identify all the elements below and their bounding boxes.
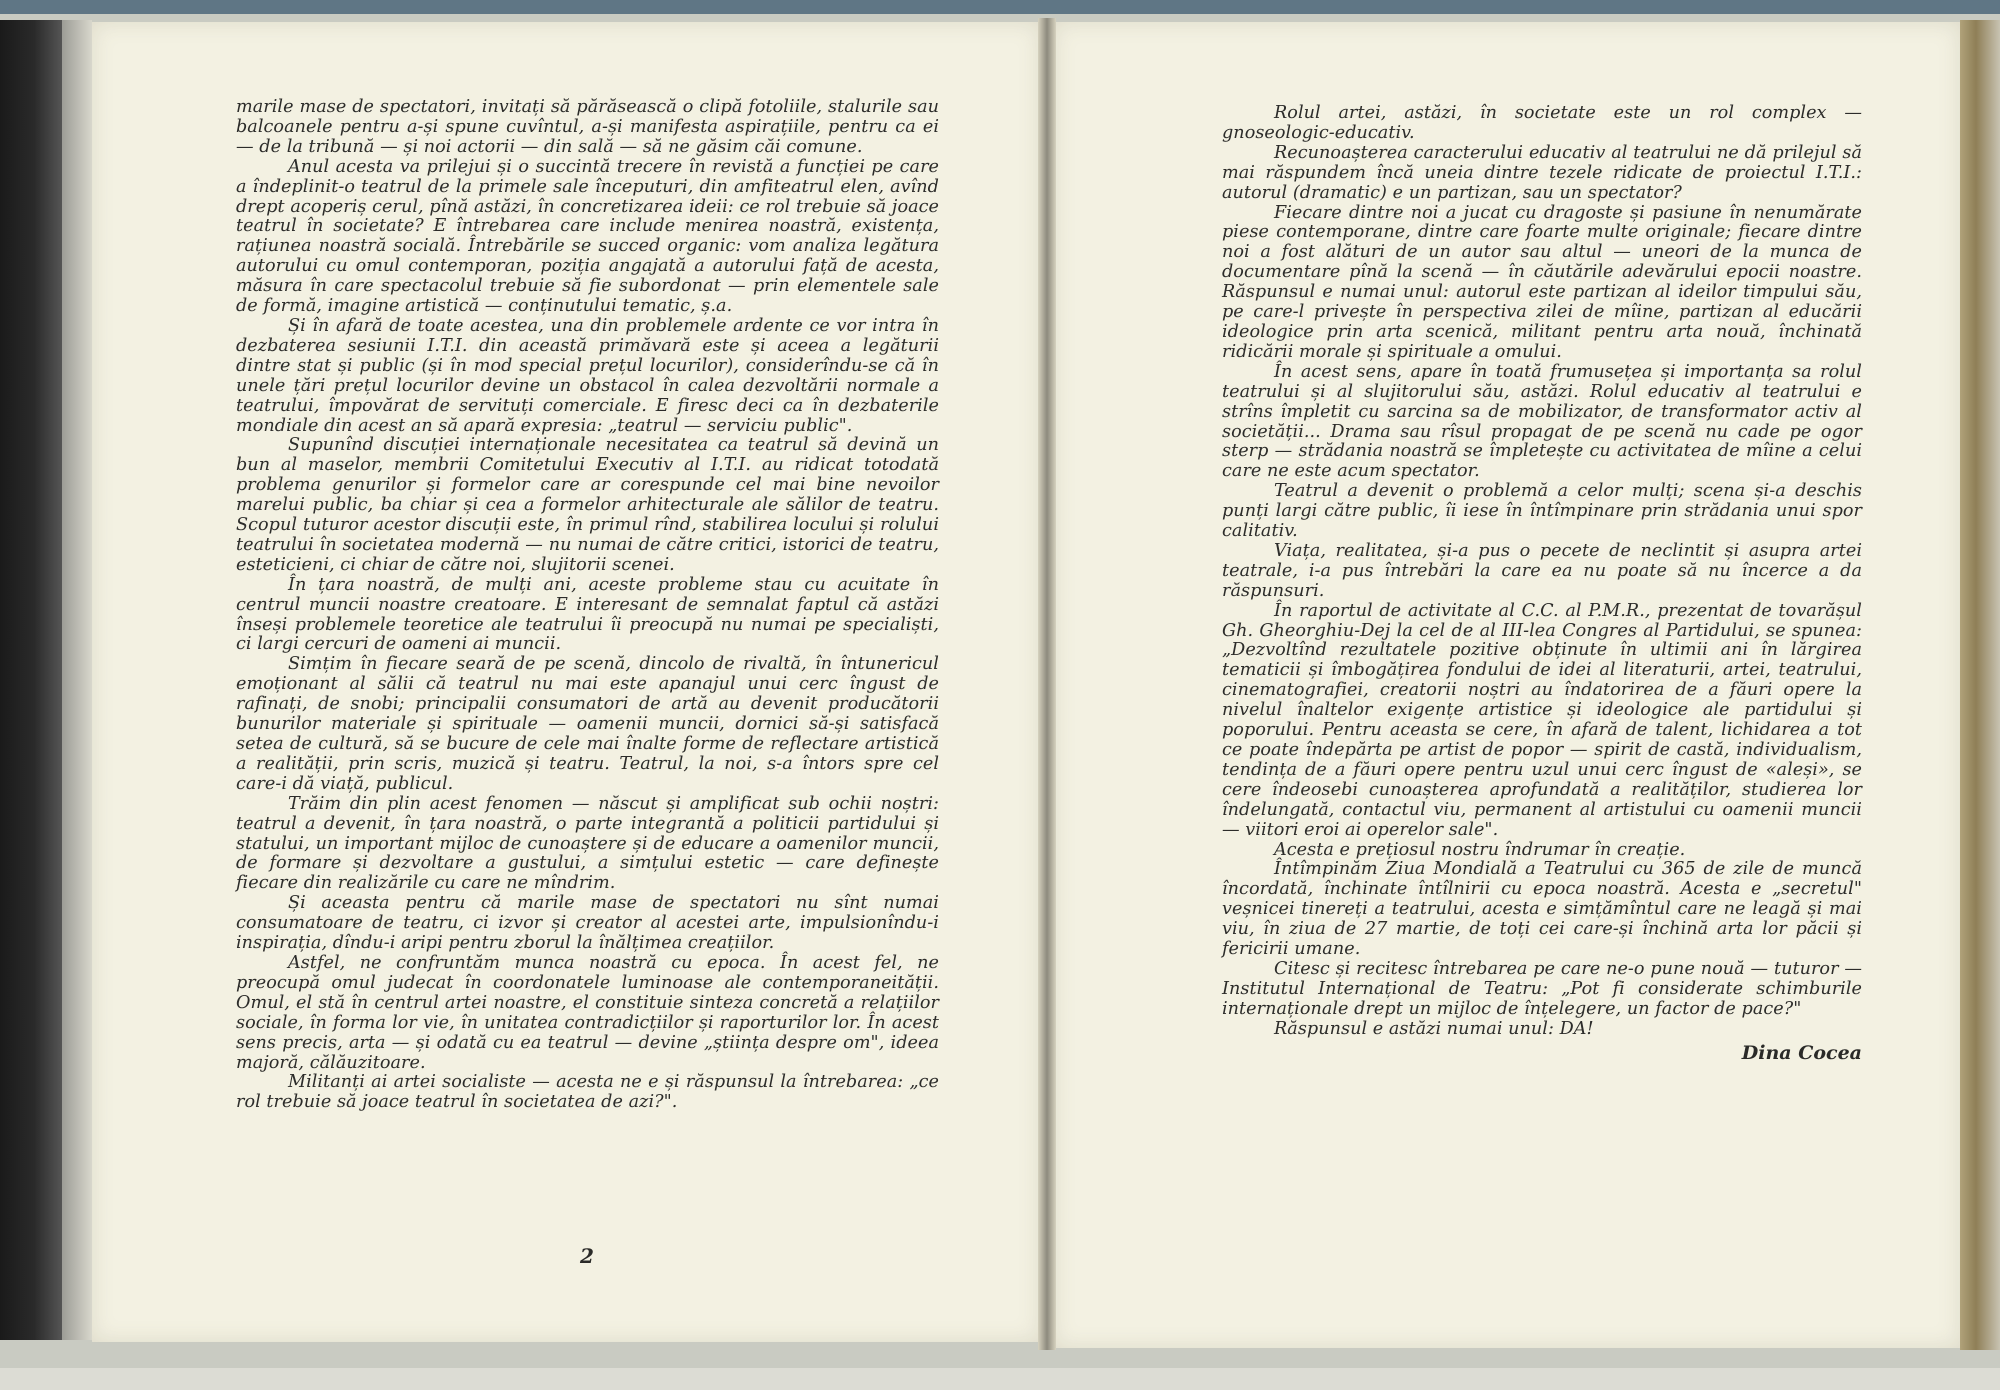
paragraph: Simțim în fiecare seară de pe scenă, dincolo de rivaltă, în întunericul emoționant al sălii că teatrul nu mai este apanajul unui cerc îngust de rafinați, de snobi; principalii consumatori de artă au devenit producătorii bunurilor materiale și spirituale — oamenii muncii, dornici să-și satisfacă setea de cultură, să se bucure de cele mai înalte forme de reflectare artistică a realității, prin scris, muzică și teatru. Teatrul, la noi, s-a întors spre cel care-i dă viață, publicul. [236, 654, 939, 794]
paragraph: În raportul de activitate al C.C. al P.M.R., prezentat de tovarășul Gh. Gheorghiu-Dej la cel de al III-lea Congres al Partidului, se spunea: „Dezvoltînd rezultatele pozitive obținute în ultimii ani în lărgirea tematicii și îmbogățirea fondului de idei al literaturii, artei, teatrului, cinematografiei, creatorii noștri au îndatorirea de a făuri opere la nivelul înaltelor exigențe artistice și ideologice ale partidului și poporului. Pentru aceasta se cere, în afară de talent, lichidarea a tot ce poate îndepărta pe artist de popor — spirit de castă, individualism, tendința de a făuri opere pentru uzul unui cerc îngust de «aleși», se cere îndeosebi cunoașterea aprofundată a realităților, studierea lor îndelungată, contactul viu, permanent al artistului cu oamenii muncii — viitori eroi ai operelor sale". [1222, 600, 1862, 840]
paragraph: Citesc și recitesc întrebarea pe care ne-o pune nouă — tuturor — Institutul Internațional de Teatru: „Pot fi considerate schimburile internaționale drept un mijloc de înțelegere, un factor de pace?" [1222, 958, 1862, 1019]
paragraph: marile mase de spectatori, invitați să părăsească o clipă fotoliile, stalurile sau balcoanele pentru a-și spune cuvîntul, a-și manifesta aspirațiile, pentru ca ei — de la tribună — și noi actorii — din sală — să ne găsim căi comune. [236, 97, 939, 157]
paragraph: Anul acesta va prilejui și o succintă trecere în revistă a funcției pe care a îndeplinit-o teatrul de la primele sale începuturi, din amfiteatrul elen, avînd drept acoperiș cerul, pînă astăzi, în concretizarea ideii: ce rol trebuie să joace teatrul în societate? E întrebarea care include menirea noastră, existența, rațiunea noastră socială. Întrebările se succed organic: vom analiza legătura autorului cu omul contemporan, poziția angajată a autorului față de acesta, măsura în care spectacolul trebuie să fie subordonat — prin elementele sale de formă, imagine artistică — conținutului tematic, ș.a. [236, 156, 939, 317]
paragraph: Rolul artei, astăzi, în societate este un rol complex — gnoseologic-educativ. [1222, 103, 1862, 143]
paragraph: Și aceasta pentru că marile mase de spectatori nu sînt numai consumatoare de teatru, ci izvor și creator al acestei arte, impulsionîndu-i inspirația, dîndu-i aripi pentru zborul la înălțimea creațiilor. [236, 893, 939, 954]
left-page-text [236, 98, 939, 1113]
paragraph: Acesta e prețiosul nostru îndrumar în creație. [1274, 839, 1686, 860]
page-stack-edge [1960, 20, 2000, 1350]
paragraph: Militanți ai artei socialiste — acesta ne e și răspunsul la întrebarea: „ce rol trebuie să joace teatrul în societatea de azi?". [236, 1072, 939, 1113]
author-signature: Dina Cocea [1741, 1042, 1862, 1064]
paragraph: Recunoașterea caracterului educativ al teatrului ne dă prilejul să mai răspundem încă uneia dintre tezele ridicate de proiectul I.T.I.: autorul (dramatic) e un partizan, sau un spectator? [1222, 142, 1862, 203]
book-spine-edge [62, 20, 92, 1340]
right-page-text [1222, 104, 1862, 1040]
paragraph: Teatrul a devenit o problemă a celor mulți; scena și-a deschis punți largi către public, îi iese în întîmpinare prin strădania unui spor calitativ. [1222, 481, 1862, 542]
paragraph: Supunînd discuției internaționale necesitatea ca teatrul să devină un bun al maselor, membrii Comitetului Executiv al I.T.I. au ridicat totodată problema genurilor și formelor care ar corespunde cel mai bine nevoilor marelui public, ba chiar și cea a formelor arhitecturale ale sălilor de teatru. Scopul tuturor acestor discuții este, în primul rînd, stabilirea locului și rolului teatrului în societatea modernă — nu numai de către critici, istorici de teatru, esteticieni, ci chiar de către noi, slujitorii scenei. [236, 435, 939, 575]
scan-bottom-margin [0, 1368, 2000, 1390]
paragraph: Trăim din plin acest fenomen — născut și amplificat sub ochii noștri: teatrul a devenit, în țara noastră, o parte integrantă a politicii partidului și statului, un important mijloc de cunoaștere și de educare a oamenilor muncii, de formare și dezvoltare a gustului, a simțului estetic — care definește fiecare din realizările cu care ne mîndrim. [236, 793, 939, 894]
binding-top-strip [0, 0, 2000, 14]
paragraph: Răspunsul e astăzi numai unul: DA! [1274, 1018, 1594, 1039]
center-gutter [1038, 18, 1056, 1350]
paragraph: În țara noastră, de mulți ani, aceste probleme stau cu acuitate în centrul muncii noastre creatoare. E interesant de semnalat faptul că astăzi înseși problemele teoretice ale teatrului îi preocupă nu numai pe specialiști, ci largi cercuri de oameni ai muncii. [236, 574, 939, 655]
paragraph: Astfel, ne confruntăm munca noastră cu epoca. În acest fel, ne preocupă omul judecat în coordonatele luminoase ale contemporaneității. Omul, el stă în centrul artei noastre, el constituie sinteza concretă a relațiilor sociale, în forma lor vie, în unitatea contradicțiilor și raporturilor lor. În acest sens precis, arta — și odată cu ea teatrul — devine „știința despre om", ideea majoră, călăuzitoare. [236, 952, 939, 1073]
paragraph: Viața, realitatea, și-a pus o pecete de neclintit și asupra artei teatrale, i-a pus întrebări la care ea nu poate să nu încerce a da răspunsuri. [1222, 540, 1862, 601]
paragraph: Întîmpinăm Ziua Mondială a Teatrului cu 365 de zile de muncă încordată, închinate întîlnirii cu epoca noastră. Acesta e „secretul" veșnicei tinereți a teatrului, acesta e simțămîntul care ne leagă și mai viu, în ziua de 27 martie, de toți cei care-și închină arta lor păcii și fericirii umane. [1222, 859, 1862, 960]
book-spine-shadow [0, 20, 62, 1340]
paragraph: Fiecare dintre noi a jucat cu dragoste și pasiune în nenumărate piese contemporane, dintre care foarte multe originale; fiecare dintre noi a fost alături de un autor sau altul — uneori de la munca de documentare pînă la scenă — în căutările adevărului epocii noastre. Răspunsul e numai unul: autorul este partizan al ideilor timpului său, pe care-l privește în perspectiva zilei de mîine, partizan al educării ideologice prin arta scenică, militant pentru arta nouă, închinată ridicării morale și spirituale a omului. [1222, 202, 1862, 362]
paragraph: În acest sens, apare în toată frumusețea și importanța sa rolul teatrului și al slujitorului său, astăzi. Rolul educativ al teatrului e strîns împletit cu sarcina sa de mobilizator, de transformator activ al societății... Drama sau rîsul propagat de pe scenă nu cade pe ogor sterp — strădania noastră se împletește cu activitatea de mîine a celui care ne este acum spectator. [1222, 361, 1862, 482]
paragraph: Și în afară de toate acestea, una din problemele ardente ce vor intra în dezbaterea sesiunii I.T.I. din această primăvară este și aceea a legăturii dintre stat și public (și în mod special prețul locurilor), considerîndu-se că în unele țări prețul locurilor devine un obstacol în calea dezvoltării normale a teatrului, împovărat de servituți comerciale. E firesc deci ca în dezbaterile mondiale din acest an să apară expresia: „teatrul — serviciu public". [236, 315, 939, 436]
page-number: 2 [580, 1244, 594, 1268]
